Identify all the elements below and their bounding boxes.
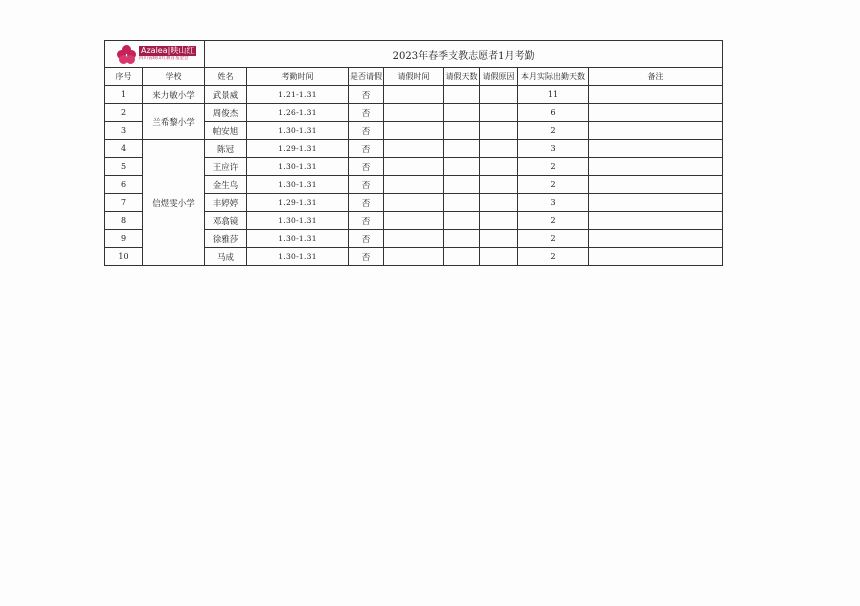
row-number-cell: 3 [105,122,143,140]
leave-reason-cell [480,158,518,176]
actual-attendance-days-cell: 2 [518,158,589,176]
volunteer-name-cell: 周俊杰 [205,104,247,122]
leave-time-cell [384,230,444,248]
actual-attendance-days-cell: 11 [518,86,589,104]
leave-days-cell [444,176,480,194]
school-name-cell: 来力敏小学 [143,86,205,104]
attendance-period-cell: 1.30-1.31 [247,176,349,194]
leave-status-cell: 否 [349,158,384,176]
leave-days-cell [444,158,480,176]
leave-reason-cell [480,86,518,104]
volunteer-name-cell: 金生鸟 [205,176,247,194]
header-cell: 本月实际出勤天数 [518,68,589,86]
header-cell: 考勤时间 [247,68,349,86]
sheet-title: 2023年春季支教志愿者1月考勤 [205,41,723,68]
leave-reason-cell [480,140,518,158]
attendance-period-cell: 1.29-1.31 [247,194,349,212]
header-cell: 请假原因 [480,68,518,86]
volunteer-name-cell: 邓翕镜 [205,212,247,230]
volunteer-name-cell: 丰婷婷 [205,194,247,212]
leave-status-cell: 否 [349,86,384,104]
remarks-cell [589,158,723,176]
volunteer-name-cell: 陈冠 [205,140,247,158]
remarks-cell [589,140,723,158]
actual-attendance-days-cell: 6 [518,104,589,122]
actual-attendance-days-cell: 3 [518,194,589,212]
leave-time-cell [384,122,444,140]
leave-days-cell [444,140,480,158]
attendance-period-cell: 1.29-1.31 [247,140,349,158]
leave-status-cell: 否 [349,212,384,230]
header-cell: 姓名 [205,68,247,86]
leave-status-cell: 否 [349,194,384,212]
remarks-cell [589,248,723,266]
logo-cell [105,41,205,68]
row-number-cell: 6 [105,176,143,194]
logo-sub-text: 四川省映山红教育基金会 [139,56,189,62]
attendance-sheet [104,40,722,266]
school-name-cell: 兰希黎小学 [143,104,205,140]
row-number-cell: 1 [105,86,143,104]
leave-reason-cell [480,248,518,266]
leave-time-cell [384,248,444,266]
leave-status-cell: 否 [349,104,384,122]
leave-days-cell [444,212,480,230]
leave-time-cell [384,158,444,176]
attendance-period-cell: 1.30-1.31 [247,212,349,230]
attendance-period-cell: 1.21-1.31 [247,86,349,104]
volunteer-name-cell: 徐雅莎 [205,230,247,248]
leave-days-cell [444,230,480,248]
leave-status-cell: 否 [349,176,384,194]
attendance-period-cell: 1.30-1.31 [247,122,349,140]
actual-attendance-days-cell: 2 [518,176,589,194]
leave-reason-cell [480,230,518,248]
leave-time-cell [384,212,444,230]
volunteer-name-cell: 王应许 [205,158,247,176]
row-number-cell: 7 [105,194,143,212]
azalea-flower-icon [117,45,137,63]
remarks-cell [589,104,723,122]
table-row [105,104,723,122]
header-cell: 请假天数 [444,68,480,86]
actual-attendance-days-cell: 2 [518,122,589,140]
leave-time-cell [384,176,444,194]
volunteer-name-cell: 帕安旭 [205,122,247,140]
volunteer-name-cell: 马成 [205,248,247,266]
actual-attendance-days-cell: 2 [518,248,589,266]
leave-status-cell: 否 [349,140,384,158]
header-cell: 学校 [143,68,205,86]
remarks-cell [589,194,723,212]
header-cell: 请假时间 [384,68,444,86]
leave-days-cell [444,248,480,266]
remarks-cell [589,230,723,248]
table-row [105,140,723,158]
leave-reason-cell [480,122,518,140]
leave-days-cell [444,194,480,212]
actual-attendance-days-cell: 2 [518,212,589,230]
remarks-cell [589,176,723,194]
header-cell: 备注 [589,68,723,86]
leave-status-cell: 否 [349,248,384,266]
leave-status-cell: 否 [349,230,384,248]
leave-time-cell [384,194,444,212]
leave-reason-cell [480,212,518,230]
leave-reason-cell [480,194,518,212]
row-number-cell: 4 [105,140,143,158]
leave-status-cell: 否 [349,122,384,140]
header-row [105,68,723,86]
row-number-cell: 10 [105,248,143,266]
remarks-cell [589,122,723,140]
table-row [105,86,723,104]
row-number-cell: 2 [105,104,143,122]
leave-days-cell [444,104,480,122]
foundation-logo [117,45,196,63]
attendance-period-cell: 1.30-1.31 [247,248,349,266]
logo-main-text: Azalea|映山红 [141,46,195,56]
title-row [105,41,723,68]
leave-time-cell [384,104,444,122]
row-number-cell: 5 [105,158,143,176]
attendance-period-cell: 1.26-1.31 [247,104,349,122]
leave-reason-cell [480,176,518,194]
header-cell: 是否请假 [349,68,384,86]
remarks-cell [589,212,723,230]
leave-time-cell [384,86,444,104]
header-cell: 序号 [105,68,143,86]
leave-days-cell [444,86,480,104]
volunteer-name-cell: 武景威 [205,86,247,104]
attendance-table [104,40,723,266]
leave-days-cell [444,122,480,140]
attendance-period-cell: 1.30-1.31 [247,158,349,176]
actual-attendance-days-cell: 2 [518,230,589,248]
actual-attendance-days-cell: 3 [518,140,589,158]
row-number-cell: 9 [105,230,143,248]
school-name-cell: 信煜雯小学 [143,140,205,266]
attendance-period-cell: 1.30-1.31 [247,230,349,248]
row-number-cell: 8 [105,212,143,230]
remarks-cell [589,86,723,104]
leave-reason-cell [480,104,518,122]
leave-time-cell [384,140,444,158]
